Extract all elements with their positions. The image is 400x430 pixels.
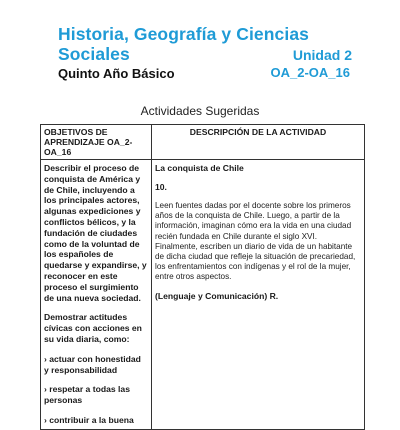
- activities-table: [40, 124, 365, 430]
- subject-title-line-2: Sociales: [58, 44, 130, 64]
- section-title: Actividades Sugeridas: [140, 104, 260, 118]
- grade-label: Quinto Año Básico: [58, 66, 175, 81]
- activity-title: La conquista de Chile: [155, 163, 244, 173]
- objectives-column-header: OBJETIVOS DE APRENDIZAJE OA_2-OA_16: [41, 125, 152, 160]
- objective-text: Describir el proceso de conquista de América y de Chile, incluyendo a los principales actores, algunas expediciones y conflictos bélicos, y la fundación de ciudades como de la voluntad de los españoles de quedarse y expandirse, y reconocer en este proceso el surgimiento de una nueva sociedad.: [44, 163, 147, 303]
- objectives-cell: [41, 160, 152, 430]
- grade-row: [58, 65, 358, 83]
- objective-text: Demostrar actitudes cívicas con acciones en su vida diaria, como:: [44, 312, 142, 344]
- objective-text: › contribuir a la buena: [44, 414, 134, 425]
- subject-title-row-2: [58, 44, 358, 64]
- oa-range-label: OA_2-OA_16: [270, 65, 350, 80]
- description-column-header: DESCRIPCIÓN DE LA ACTIVIDAD: [152, 125, 365, 160]
- table-row: [41, 160, 365, 430]
- subject-title-line-1: Historia, Geografía y Ciencias: [58, 24, 310, 44]
- activity-subject-tag: (Lenguaje y Comunicación) R.: [155, 290, 279, 301]
- activity-description-cell: [152, 160, 365, 430]
- table-header-row: [41, 125, 365, 160]
- activity-number: 10.: [155, 182, 167, 192]
- objective-text: › actuar con honestidad y responsabilidad: [44, 353, 141, 375]
- activity-description: Leen fuentes dadas por el docente sobre los primeros años de la conquista de Chile. Luego, a partir de la información, imaginan cómo era la vida en una ciudad recién fundada en Chile durante el siglo XVI. Finalmente, escriben un diario de vida de un habitante de dicha ciudad que refleje la situación de precariedad, los enfrentamientos con indígenas y el rol de la mujer, entre otros aspectos.: [155, 201, 356, 282]
- document-header: [58, 24, 358, 83]
- objective-text: › respetar a todas las personas: [44, 384, 130, 406]
- unit-label: Unidad 2: [292, 47, 352, 63]
